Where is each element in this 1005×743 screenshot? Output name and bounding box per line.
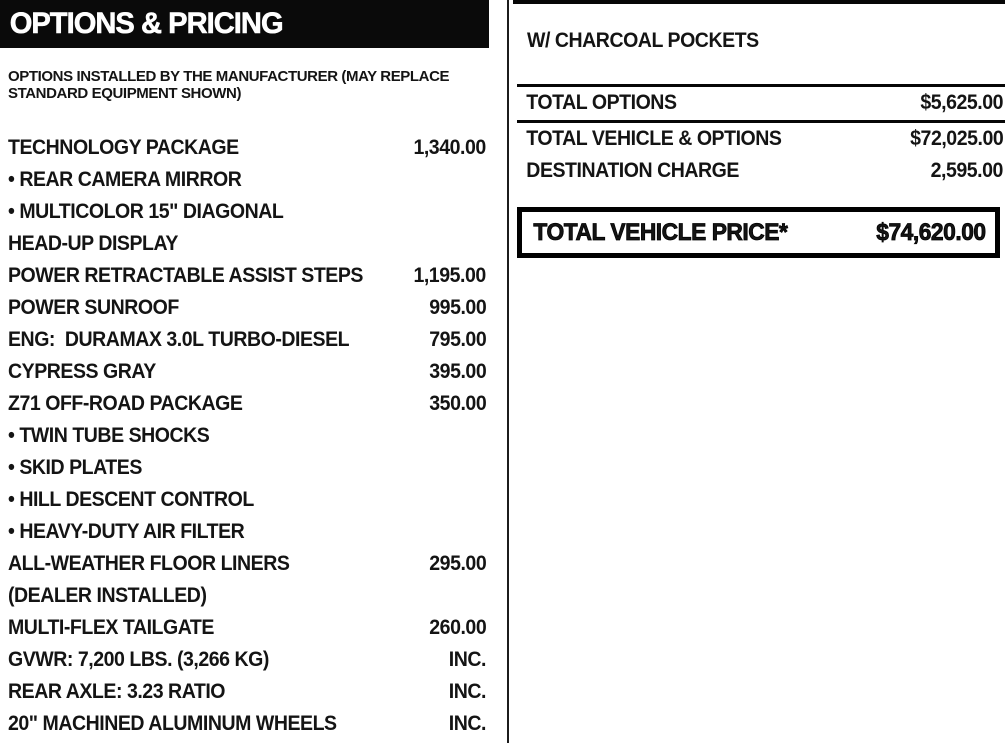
option-row xyxy=(0,324,489,356)
option-label: MULTI-FLEX TAILGATE xyxy=(8,616,214,639)
option-label: • HILL DESCENT CONTROL xyxy=(8,488,254,511)
option-price: 295.00 xyxy=(429,552,486,575)
option-row xyxy=(0,388,489,420)
total-options-label: TOTAL OPTIONS xyxy=(526,91,677,114)
page-title: OPTIONS & PRICING xyxy=(9,7,283,40)
option-label: 20" MACHINED ALUMINUM WHEELS xyxy=(8,712,337,735)
option-label: • MULTICOLOR 15" DIAGONAL xyxy=(8,200,284,223)
carryover-option-text: W/ CHARCOAL POCKETS xyxy=(527,29,759,52)
option-row xyxy=(0,452,489,484)
option-row xyxy=(0,516,489,548)
option-price: 1,195.00 xyxy=(413,264,486,287)
total-options-value: $5,625.00 xyxy=(920,91,1004,114)
option-label: CYPRESS GRAY xyxy=(8,360,156,383)
option-row xyxy=(0,420,489,452)
panel-top-rule xyxy=(513,0,1005,4)
option-row xyxy=(0,228,489,260)
option-price: INC. xyxy=(448,712,486,735)
option-price: 260.00 xyxy=(429,616,486,639)
option-price: 395.00 xyxy=(429,360,486,383)
option-price: 995.00 xyxy=(429,296,486,319)
option-row xyxy=(0,292,489,324)
totals-divider-top xyxy=(517,84,1005,87)
option-label: POWER RETRACTABLE ASSIST STEPS xyxy=(8,264,363,287)
column-divider xyxy=(507,0,509,743)
option-row xyxy=(0,164,489,196)
manufacturer-options-note: OPTIONS INSTALLED BY THE MANUFACTURER (MAY REPLACE STANDARD EQUIPMENT SHOWN) xyxy=(8,68,450,102)
option-price: 795.00 xyxy=(429,328,486,351)
option-price: INC. xyxy=(448,648,486,671)
option-row xyxy=(0,196,489,228)
option-label: • TWIN TUBE SHOCKS xyxy=(8,424,210,447)
option-label: • SKID PLATES xyxy=(8,456,142,479)
option-row xyxy=(0,260,489,292)
options-pricing-panel xyxy=(0,0,489,743)
option-label: Z71 OFF-ROAD PACKAGE xyxy=(8,392,243,415)
destination-charge-row xyxy=(517,156,1005,186)
option-label: GVWR: 7,200 LBS. (3,266 KG) xyxy=(8,648,269,671)
option-label: ALL-WEATHER FLOOR LINERS xyxy=(8,552,290,575)
total-vehicle-options-label: TOTAL VEHICLE & OPTIONS xyxy=(526,127,782,150)
option-row xyxy=(0,676,489,708)
total-vehicle-price-value: $74,620.00 xyxy=(876,218,986,246)
totals-divider-mid xyxy=(517,120,1005,123)
total-vehicle-price-label: TOTAL VEHICLE PRICE* xyxy=(533,218,788,246)
option-row xyxy=(0,580,489,612)
option-price: 350.00 xyxy=(429,392,486,415)
destination-charge-value: 2,595.00 xyxy=(930,159,1004,182)
option-row xyxy=(0,132,489,164)
option-label: POWER SUNROOF xyxy=(8,296,179,319)
option-row xyxy=(0,644,489,676)
option-label: • HEAVY-DUTY AIR FILTER xyxy=(8,520,245,543)
option-row xyxy=(0,356,489,388)
option-label: • REAR CAMERA MIRROR xyxy=(8,168,242,191)
option-price: INC. xyxy=(448,680,486,703)
option-label: ENG: DURAMAX 3.0L TURBO-DIESEL xyxy=(8,328,350,351)
total-vehicle-options-value: $72,025.00 xyxy=(910,127,1004,150)
option-label: (DEALER INSTALLED) xyxy=(8,584,207,607)
option-row xyxy=(0,708,489,740)
options-list xyxy=(0,132,489,740)
option-label: HEAD-UP DISPLAY xyxy=(8,232,178,255)
option-row xyxy=(0,612,489,644)
section-header-bar xyxy=(0,0,489,48)
total-options-row xyxy=(517,88,1005,118)
option-label: REAR AXLE: 3.23 RATIO xyxy=(8,680,226,703)
totals-panel xyxy=(517,0,1005,743)
total-vehicle-options-row xyxy=(517,124,1005,154)
option-row xyxy=(0,484,489,516)
option-row xyxy=(0,548,489,580)
option-label: TECHNOLOGY PACKAGE xyxy=(8,136,239,159)
option-price: 1,340.00 xyxy=(413,136,486,159)
total-vehicle-price-box xyxy=(517,207,1000,258)
destination-charge-label: DESTINATION CHARGE xyxy=(526,159,739,182)
